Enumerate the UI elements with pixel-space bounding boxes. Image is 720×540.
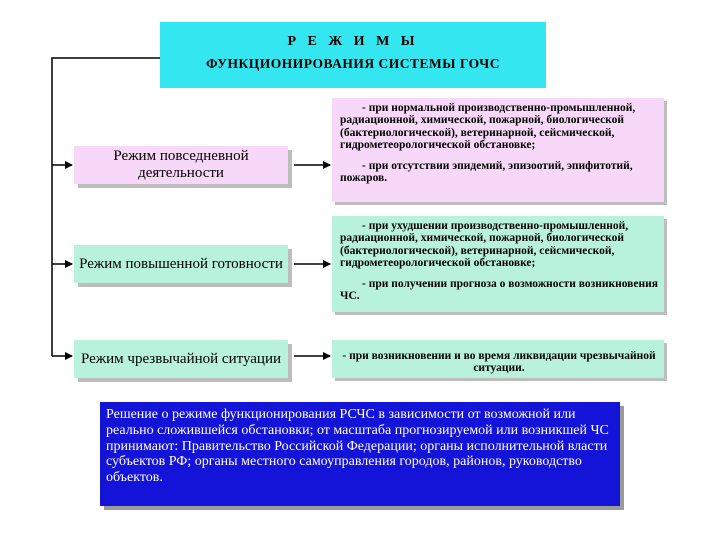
title-line-2: ФУНКЦИОНИРОВАНИЯ СИСТЕМЫ ГОЧС — [206, 56, 500, 71]
mode-emergency-label: Режим чрезвычайной ситуации — [80, 350, 282, 367]
title-line-1: Р Е Ж И М Ы — [287, 34, 419, 49]
mode-emergency-box — [74, 340, 288, 378]
trunk-line — [52, 58, 160, 356]
condition-text: - при отсутствии эпидемий, эпизоотий, эпифитотий, пожаров. — [340, 159, 633, 185]
decision-text: Решение о режиме функционирования РСЧС в зависимости от возможной или реально сложившейся обстановки; от масштаба прогнозируемой или возникшей ЧС принимают: Правительство Российской Федерации; органы исполнительной власти субъектов РФ; органы местного самоуправления городов, районов, руководство объектов. — [106, 407, 609, 486]
mode-daily-label: Режим повседневной деятельности — [113, 148, 249, 181]
diagram-title — [160, 22, 546, 88]
mode-daily-box — [74, 146, 288, 184]
condition-text: - при возникновении и во время ликвидации чрезвычайной ситуации. — [342, 350, 656, 375]
condition-text: - при ухудшении производственно-промышленной, радиационной, химической, пожарной, биологической (бактериологической), ветеринарной, сейсмической, гидрометеорологической обстановке; — [340, 220, 629, 270]
mode-alert-conditions — [332, 216, 664, 312]
mode-emergency-conditions — [332, 340, 664, 378]
condition-text: - при нормальной производственно-промышленной, радиационной, химической, пожарной, биологической (бактериологической), ветеринарной, сейсмической, гидрометеорологической обстановке; — [340, 102, 636, 152]
mode-alert-label: Режим повышенной готовности — [79, 255, 283, 272]
mode-daily-conditions — [332, 98, 664, 202]
condition-text: - при получении прогноза о возможности возникновения ЧС. — [340, 277, 658, 303]
decision-authority-box — [100, 402, 620, 506]
mode-alert-box — [74, 245, 288, 283]
